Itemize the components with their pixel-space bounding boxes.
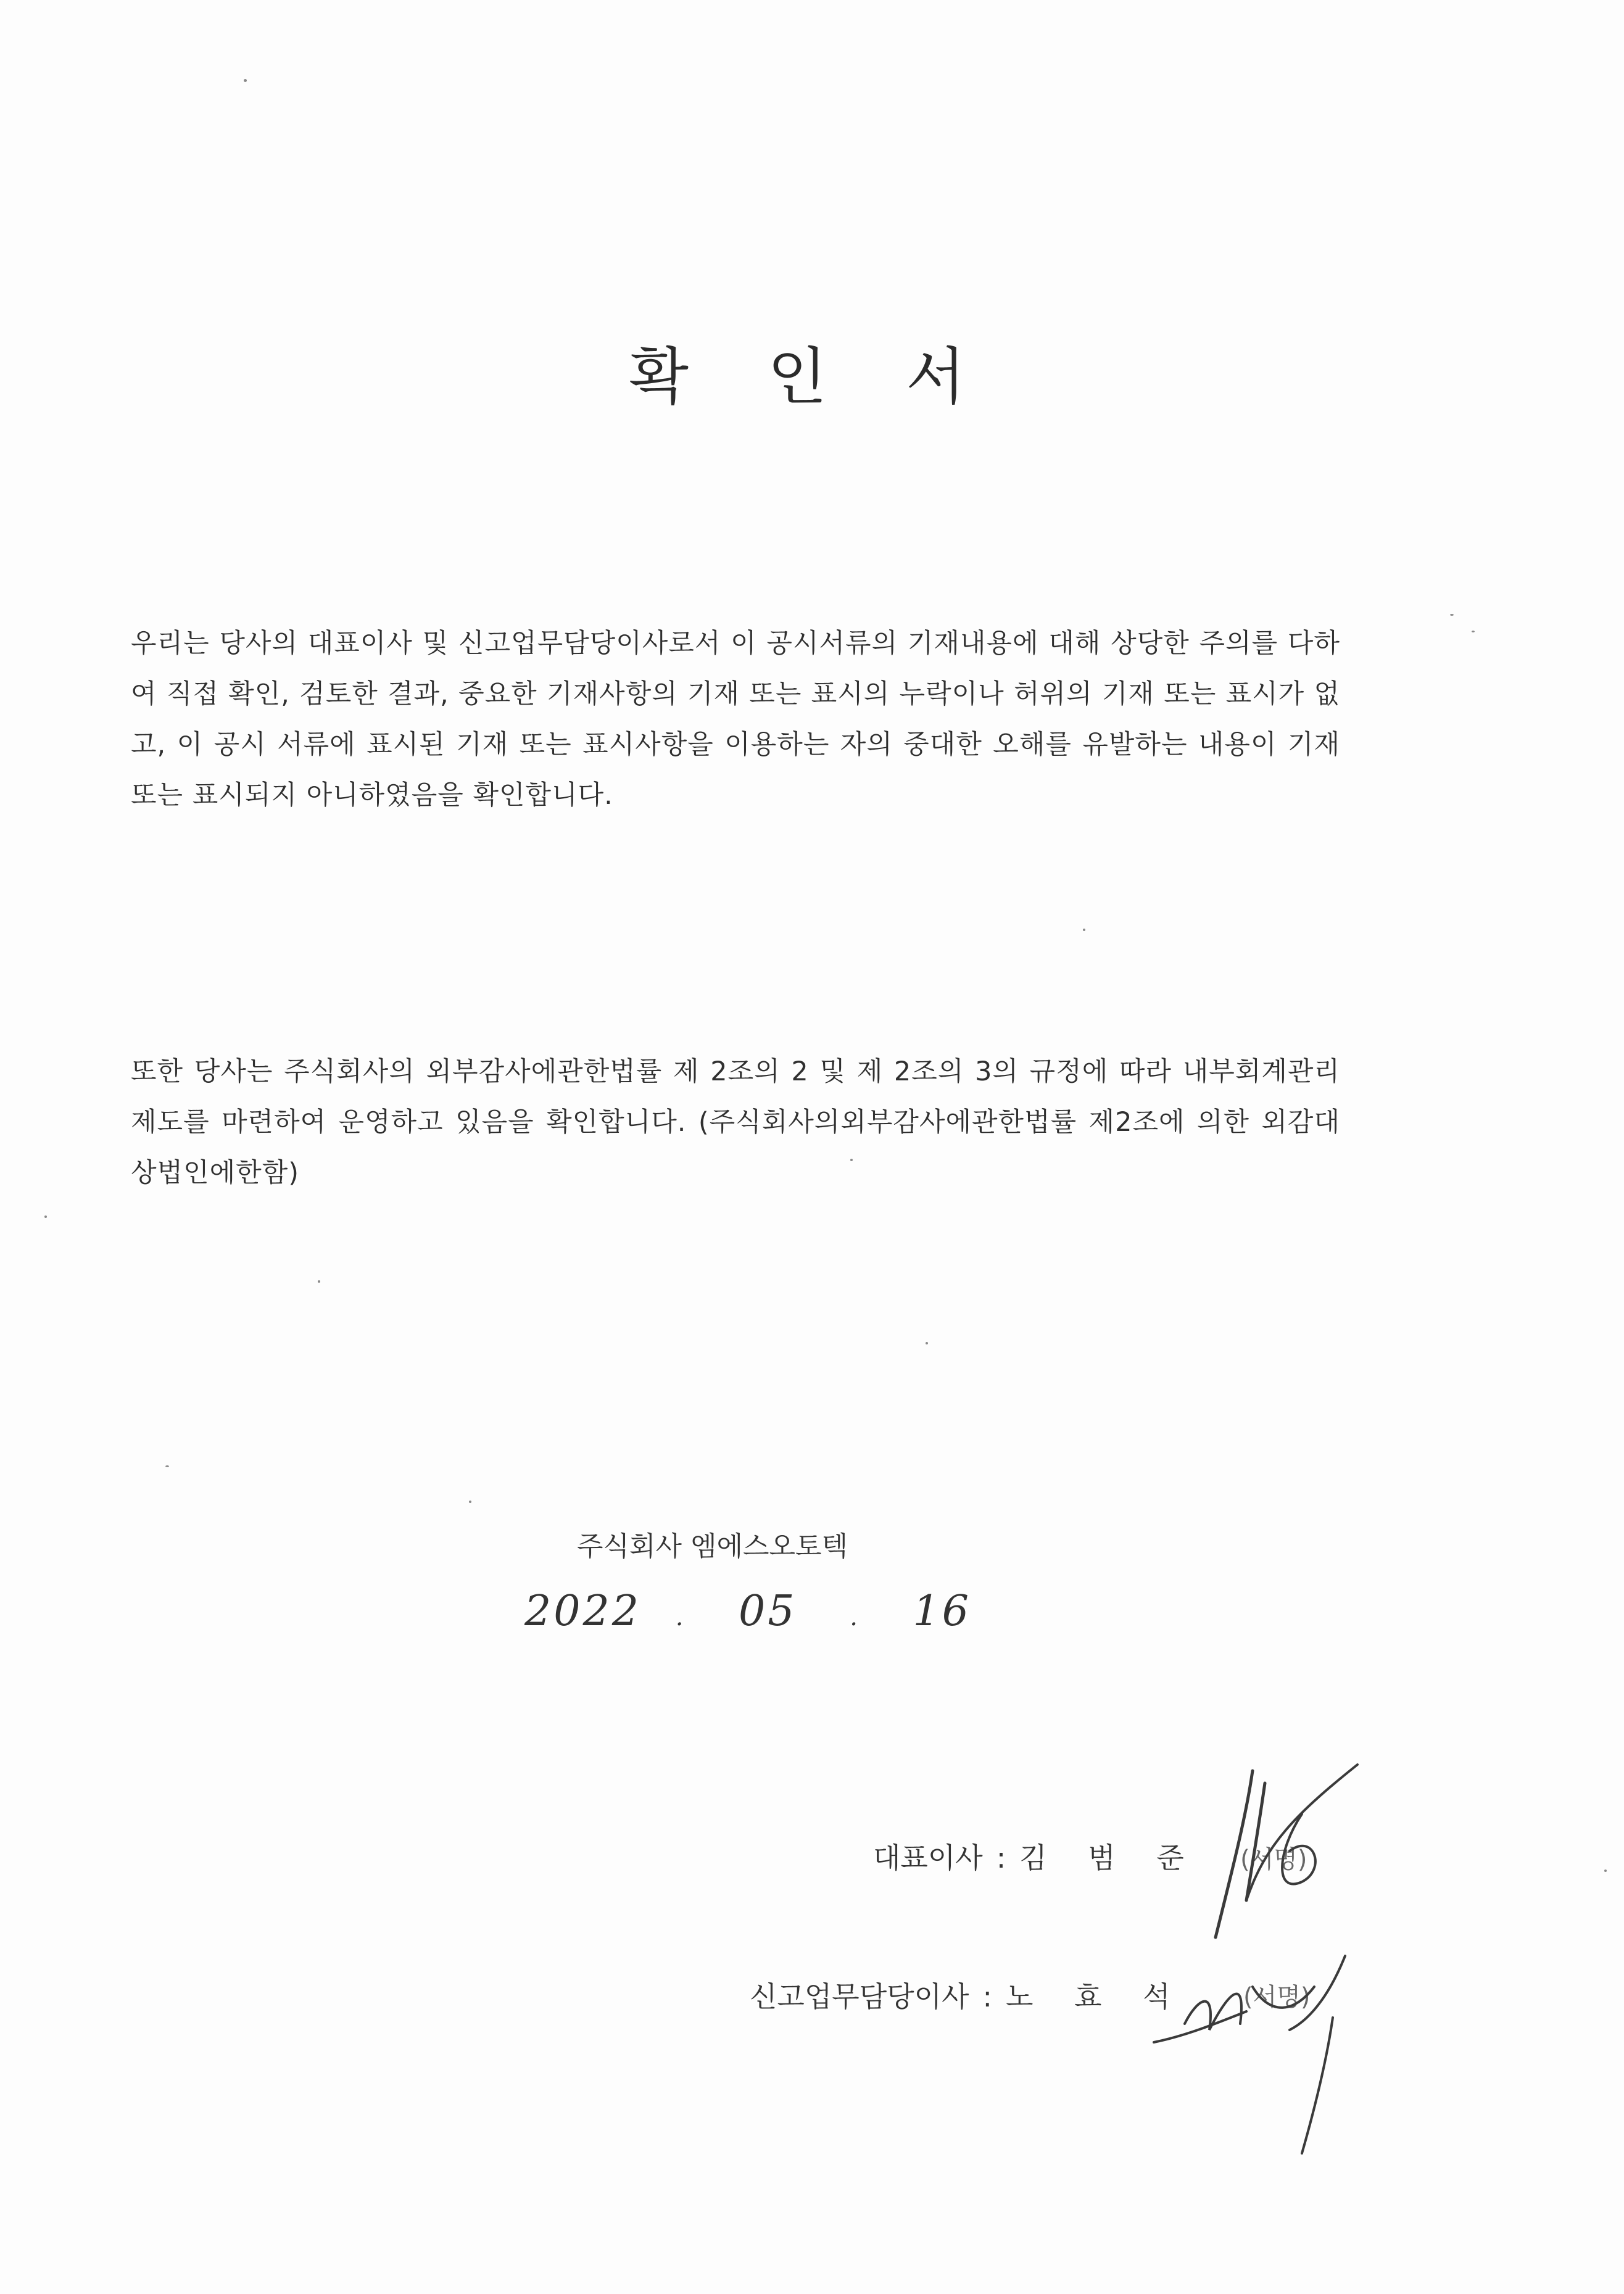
date-separator: . [850,1603,860,1631]
scan-speck [1472,631,1475,632]
date-separator: . [675,1603,686,1631]
officer-title: 신고업무담당이사 [750,1980,969,2013]
ceo-handwritten-signature [1209,1758,1370,1950]
document-title: 확 인 서 [629,341,995,413]
scan-speck [850,1159,853,1161]
scan-speck [1450,614,1454,616]
handwritten-date [524,1587,971,1636]
company-name: 주식회사 엠에스오토텍 [577,1531,848,1562]
internal-control-paragraph: 또한 당사는 주식회사의 외부감사에관한법률 제 2조의 2 및 제 2조의 3의 규정에 따라 내부회계관리제도를 마련하여 운영하고 있음을 확인합니다. (주식회사의외부감사에관한법률 제2조에 의한 외감대상법인에한함) [131,1056,1340,1188]
ceo-colon: : [996,1841,1006,1874]
scan-speck [165,1465,169,1467]
date-month: 05 [739,1587,797,1636]
scan-speck [44,1215,47,1218]
ceo-sign-mark: (서명) [1240,1845,1307,1874]
scan-speck [926,1342,928,1344]
ceo-name: 김 범 준 [1019,1841,1200,1874]
ceo-title: 대표이사 [873,1841,983,1874]
officer-sign-mark: (서명) [1243,1983,1311,2011]
scan-speck [244,79,247,82]
scan-speck [318,1280,320,1283]
officer-handwritten-signature [1148,1950,1382,2159]
scan-speck [469,1501,471,1503]
scan-speck [1604,1870,1607,1872]
officer-name: 노 효 석 [1006,1980,1187,2013]
date-day: 16 [913,1587,972,1636]
ceo-signature-line [873,1836,1200,1876]
scan-speck [1083,929,1085,931]
date-year: 2022 [524,1587,642,1636]
officer-colon: : [982,1980,992,2013]
confirmation-paragraph: 우리는 당사의 대표이사 및 신고업무담당이사로서 이 공시서류의 기재내용에 대해 상당한 주의를 다하여 직접 확인, 검토한 결과, 중요한 기재사항의 기재 또는 표시의 누락이나 허위의 기재 또는 표시가 없고, 이 공시 서류에 표시된 기재 또는 표시사항을 이용하는 자의 중대한 오해를 유발하는 내용이 기재 또는 표시되지 아니하였음을 확인합니다. [131,628,1340,811]
officer-signature-line [750,1974,1187,2015]
